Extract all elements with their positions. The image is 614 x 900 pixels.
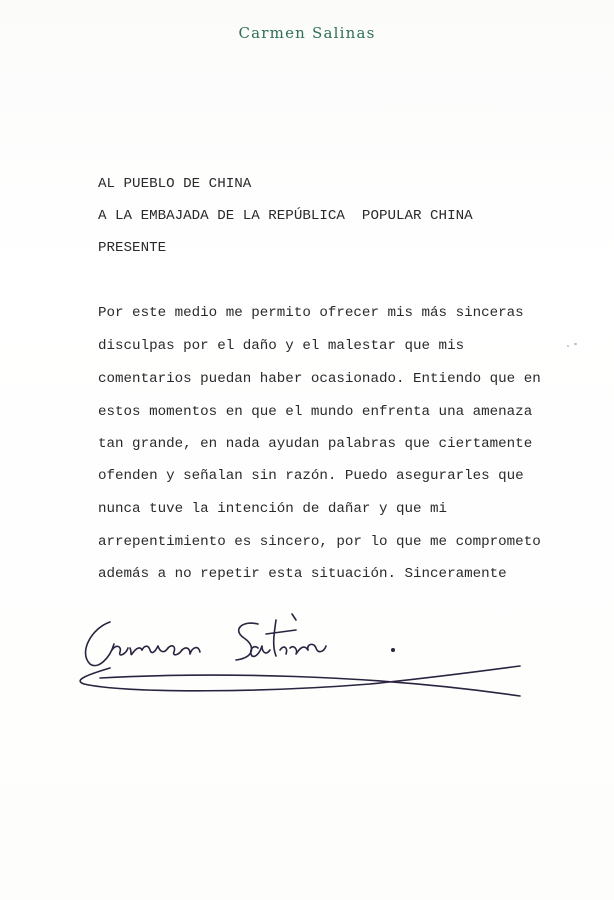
paper-speck bbox=[567, 345, 569, 347]
body-line-7: nunca tuve la intención de dañar y que mi bbox=[98, 501, 448, 517]
address-line-2: A LA EMBAJADA DE LA REPÚBLICA POPULAR CHINA bbox=[98, 208, 473, 224]
body-line-1: Por este medio me permito ofrecer mis más sinceras bbox=[98, 305, 524, 321]
body-line-4: estos momentos en que el mundo enfrenta una amenaza bbox=[98, 404, 533, 420]
body-line-5: tan grande, en nada ayudan palabras que ciertamente bbox=[98, 436, 533, 452]
body-line-9: además a no repetir esta situación. Sinceramente bbox=[98, 566, 507, 582]
letterhead-name: Carmen Salinas bbox=[238, 24, 376, 42]
body-line-3: comentarios puedan haber ocasionado. Entiendo que en bbox=[98, 371, 541, 387]
address-line-3: PRESENTE bbox=[98, 240, 167, 256]
paper-speck bbox=[574, 343, 577, 345]
address-line-1: AL PUEBLO DE CHINA bbox=[98, 176, 252, 192]
handwritten-signature bbox=[70, 600, 540, 710]
body-line-6: ofenden y señalan sin razón. Puedo asegurarles que bbox=[98, 468, 524, 484]
body-line-8: arrepentimiento es sincero, por lo que me comprometo bbox=[98, 534, 541, 550]
body-line-2: disculpas por el daño y el malestar que mis bbox=[98, 338, 465, 354]
